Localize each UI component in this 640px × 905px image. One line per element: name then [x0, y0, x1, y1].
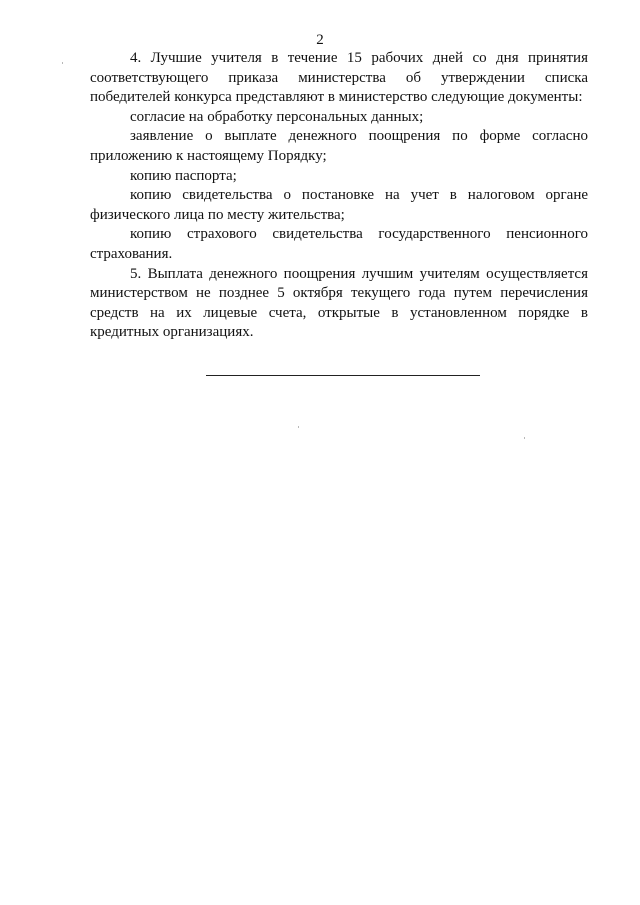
- paragraph-item-4: 4. Лучшие учителя в течение 15 рабочих дней со дня принятия соответствующего приказа министерства об утверждении списка победителей конкурса представляют в министерство следующие документы:: [90, 50, 588, 106]
- scan-speck: [524, 437, 525, 439]
- scan-speck: [62, 62, 63, 64]
- paragraph-item-5: 5. Выплата денежного поощрения лучшим учителям осуществляется министерством не позднее 5 октября текущего года путем перечисления средств на их лицевые счета, открытые в установленном порядке в кредитных организациях.: [90, 265, 588, 341]
- list-item-passport: копию паспорта;: [130, 167, 237, 184]
- list-item-application: заявление о выплате денежного поощрения по форме согласно приложению к настоящему Порядку;: [90, 128, 588, 164]
- document-body: [90, 49, 588, 343]
- list-item-pension-certificate: копию страхового свидетельства государственного пенсионного страхования.: [90, 226, 588, 262]
- scan-speck: [298, 426, 299, 428]
- page-number: 2: [316, 32, 324, 48]
- list-item-tax-certificate: копию свидетельства о постановке на учет в налоговом органе физического лица по месту жительства;: [90, 187, 588, 223]
- separator-line: [206, 375, 480, 376]
- list-item-consent: согласие на обработку персональных данных;: [130, 108, 424, 125]
